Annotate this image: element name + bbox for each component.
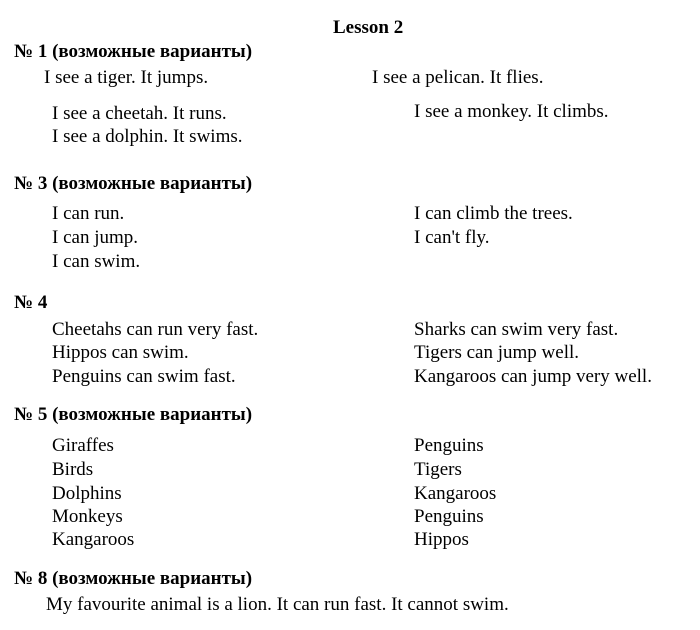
exercise-3-heading: № 3 (возможные варианты)	[14, 173, 253, 194]
exercise-1-line: I see a pelican. It flies.	[372, 67, 544, 88]
exercise-5-item: Monkeys	[52, 506, 123, 527]
exercise-4-line: Tigers can jump well.	[414, 342, 580, 363]
exercise-5-item: Kangaroos	[414, 483, 497, 504]
exercise-8-line: My favourite animal is a lion. It can run fast. It cannot swim.	[46, 594, 509, 615]
lesson-title: Lesson 2	[333, 17, 404, 38]
exercise-5-item: Penguins	[414, 435, 484, 456]
exercise-3-line: I can climb the trees.	[414, 203, 573, 224]
exercise-5-item: Penguins	[414, 506, 484, 527]
exercise-4-line: Sharks can swim very fast.	[414, 319, 619, 340]
exercise-1-line: I see a dolphin. It swims.	[52, 126, 243, 147]
exercise-1-line: I see a cheetah. It runs.	[52, 103, 227, 124]
exercise-8-heading: № 8 (возможные варианты)	[14, 568, 253, 589]
exercise-4-heading: № 4	[14, 292, 48, 313]
exercise-5-item: Giraffes	[52, 435, 114, 456]
exercise-4-line: Hippos can swim.	[52, 342, 189, 363]
exercise-3-line: I can jump.	[52, 227, 139, 248]
exercise-5-item: Dolphins	[52, 483, 122, 504]
exercise-5-heading: № 5 (возможные варианты)	[14, 404, 253, 425]
exercise-4-line: Kangaroos can jump very well.	[414, 366, 652, 387]
exercise-4-line: Penguins can swim fast.	[52, 366, 236, 387]
exercise-5-item: Hippos	[414, 529, 469, 550]
exercise-5-item: Birds	[52, 459, 94, 480]
exercise-1-line: I see a monkey. It climbs.	[414, 101, 609, 122]
exercise-3-line: I can run.	[52, 203, 125, 224]
exercise-4-line: Cheetahs can run very fast.	[52, 319, 259, 340]
exercise-5-item: Kangaroos	[52, 529, 135, 550]
exercise-5-item: Tigers	[414, 459, 462, 480]
exercise-1-line: I see a tiger. It jumps.	[44, 67, 209, 88]
exercise-1-heading: № 1 (возможные варианты)	[14, 41, 253, 62]
exercise-3-line: I can't fly.	[414, 227, 490, 248]
exercise-3-line: I can swim.	[52, 251, 141, 272]
